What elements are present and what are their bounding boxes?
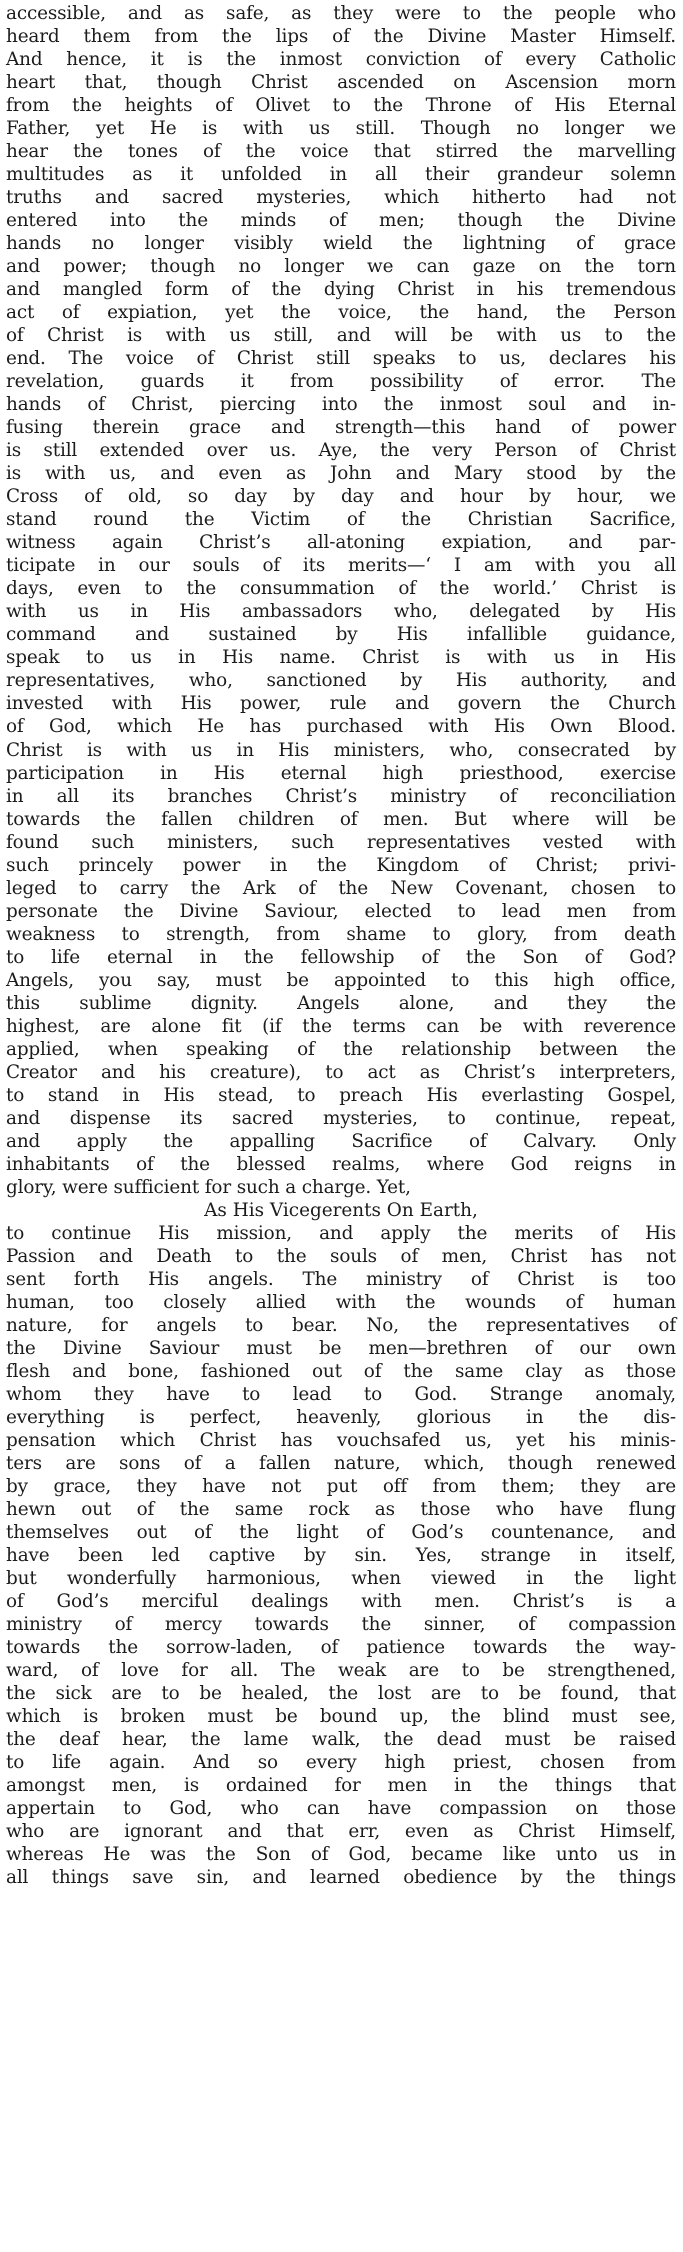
text-line: heart that, though Christ ascended on Ascension morn — [6, 72, 676, 94]
text-line: to continue His mission, and apply the merits of His — [6, 1222, 676, 1244]
text-line: heard them from the lips of the Divine Master Himself. — [6, 26, 676, 48]
text-line: participation in His eternal high priesthood, exercise — [6, 762, 676, 784]
text-line: and apply the appalling Sacrifice of Calvary. Only — [6, 1130, 676, 1152]
text-line: sent forth His angels. The ministry of Christ is too — [6, 1268, 676, 1290]
text-line: ticipate in our souls of its merits—‘ I am with you all — [6, 555, 676, 577]
text-line: revelation, guards it from possibility of error. The — [6, 371, 676, 393]
text-line: this sublime dignity. Angels alone, and they the — [6, 992, 676, 1014]
text-line: personate the Divine Saviour, elected to lead men from — [6, 900, 676, 922]
text-line: ward, of love for all. The weak are to be strengthened, — [6, 1660, 676, 1682]
text-line: command and sustained by His infallible guidance, — [6, 624, 676, 646]
text-line: hands of Christ, piercing into the inmost soul and in- — [6, 394, 676, 416]
text-line: truths and sacred mysteries, which hitherto had not — [6, 187, 676, 209]
text-line: the sick are to be healed, the lost are to be found, that — [6, 1683, 676, 1705]
text-line: speak to us in His name. Christ is with us in His — [6, 647, 676, 669]
text-line: to life again. And so every high priest, chosen from — [6, 1752, 676, 1774]
text-line: representatives, who, sanctioned by His authority, and — [6, 670, 676, 692]
text-line: of God, which He has purchased with His Own Blood. — [6, 716, 676, 738]
text-line: appertain to God, who can have compassion on those — [6, 1798, 676, 1820]
text-line: of God’s merciful dealings with men. Christ’s is a — [6, 1591, 676, 1613]
text-line: And hence, it is the inmost conviction of every Catholic — [6, 49, 676, 71]
text-line: and mangled form of the dying Christ in his tremendous — [6, 279, 676, 301]
text-line: such princely power in the Kingdom of Christ; privi- — [6, 854, 676, 876]
text-line: pensation which Christ has vouchsafed us, yet his minis- — [6, 1429, 676, 1451]
text-line: glory, were sufficient for such a charge. Yet, — [6, 1176, 411, 1198]
article-text-part-2 — [6, 1222, 676, 1889]
text-line: hands no longer visibly wield the lightning of grace — [6, 233, 676, 255]
text-line: Christ is with us in His ministers, who, consecrated by — [6, 739, 676, 761]
text-line: have been led captive by sin. Yes, strange in itself, — [6, 1545, 676, 1567]
text-line: days, even to the consummation of the world.’ Christ is — [6, 578, 676, 600]
text-line: all things save sin, and learned obedience by the things — [6, 1867, 676, 1889]
text-line: to life eternal in the fellowship of the Son of God? — [6, 946, 676, 968]
article-text-part-1 — [6, 2, 676, 1199]
text-line: the deaf hear, the lame walk, the dead must be raised — [6, 1729, 676, 1751]
section-heading: As His Vicegerents On Earth, — [204, 1199, 478, 1221]
text-line: towards the sorrow-laden, of patience towards the way- — [6, 1637, 676, 1659]
text-line: nature, for angels to bear. No, the representatives of — [6, 1314, 676, 1336]
text-line: towards the fallen children of men. But where will be — [6, 808, 676, 830]
text-line: entered into the minds of men; though the Divine — [6, 210, 676, 232]
text-line: witness again Christ’s all-atoning expiation, and par- — [6, 532, 676, 554]
text-line: accessible, and as safe, as they were to the people who — [6, 3, 676, 24]
text-line: is still extended over us. Aye, the very Person of Christ — [6, 440, 676, 462]
text-line: leged to carry the Ark of the New Covenant, chosen to — [6, 877, 676, 899]
text-line: highest, are alone fit (if the terms can be with reverence — [6, 1015, 676, 1037]
text-line: in all its branches Christ’s ministry of reconciliation — [6, 785, 676, 807]
text-line: Angels, you say, must be appointed to this high office, — [6, 969, 676, 991]
text-line: end. The voice of Christ still speaks to us, declares his — [6, 348, 676, 370]
text-line: by grace, they have not put off from them; they are — [6, 1476, 676, 1497]
text-line: stand round the Victim of the Christian Sacrifice, — [6, 509, 676, 531]
text-line: from the heights of Olivet to the Throne of His Eternal — [6, 95, 676, 117]
text-line: hewn out of the same rock as those who have flung — [6, 1499, 676, 1521]
text-line: Cross of old, so day by day and hour by hour, we — [6, 486, 676, 508]
text-line: whereas He was the Son of God, became like unto us in — [6, 1844, 676, 1866]
text-line: and power; though no longer we can gaze on the torn — [6, 256, 676, 278]
text-line: of Christ is with us still, and will be with us to the — [6, 325, 676, 347]
text-line: Creator and his creature), to act as Christ’s interpreters, — [6, 1061, 676, 1083]
text-line: hear the tones of the voice that stirred the marvelling — [6, 141, 676, 163]
text-line: fusing therein grace and strength—this hand of power — [6, 417, 676, 439]
text-line: themselves out of the light of God’s countenance, and — [6, 1522, 676, 1544]
text-line: multitudes as it unfolded in all their grandeur solemn — [6, 164, 676, 186]
text-line: ters are sons of a fallen nature, which, though renewed — [6, 1452, 676, 1474]
text-line: found such ministers, such representatives vested with — [6, 831, 676, 853]
text-line: weakness to strength, from shame to glory, from death — [6, 923, 676, 945]
text-line: and dispense its sacred mysteries, to continue, repeat, — [6, 1107, 676, 1129]
text-line: Passion and Death to the souls of men, Christ has not — [6, 1245, 676, 1267]
text-line: is with us, and even as John and Mary stood by the — [6, 463, 676, 485]
text-line: but wonderfully harmonious, when viewed in the light — [6, 1568, 676, 1590]
text-line: invested with His power, rule and govern the Church — [6, 693, 676, 715]
text-line: to stand in His stead, to preach His everlasting Gospel, — [6, 1084, 676, 1106]
text-line: which is broken must be bound up, the blind must see, — [6, 1706, 676, 1728]
text-line: with us in His ambassadors who, delegated by His — [6, 601, 676, 623]
text-line: whom they have to lead to God. Strange anomaly, — [6, 1383, 676, 1405]
text-line: everything is perfect, heavenly, glorious in the dis- — [6, 1406, 676, 1428]
text-line: amongst men, is ordained for men in the things that — [6, 1775, 676, 1797]
text-line: act of expiation, yet the voice, the hand, the Person — [6, 302, 676, 324]
text-line: inhabitants of the blessed realms, where God reigns in — [6, 1153, 676, 1175]
text-line: the Divine Saviour must be men—brethren of our own — [6, 1337, 676, 1359]
text-line: ministry of mercy towards the sinner, of compassion — [6, 1614, 676, 1636]
text-line: who are ignorant and that err, even as Christ Himself, — [6, 1821, 676, 1843]
text-line: human, too closely allied with the wounds of human — [6, 1291, 676, 1313]
text-line: applied, when speaking of the relationship between the — [6, 1038, 676, 1060]
text-line: flesh and bone, fashioned out of the same clay as those — [6, 1360, 676, 1382]
text-line: Father, yet He is with us still. Though no longer we — [6, 118, 676, 140]
